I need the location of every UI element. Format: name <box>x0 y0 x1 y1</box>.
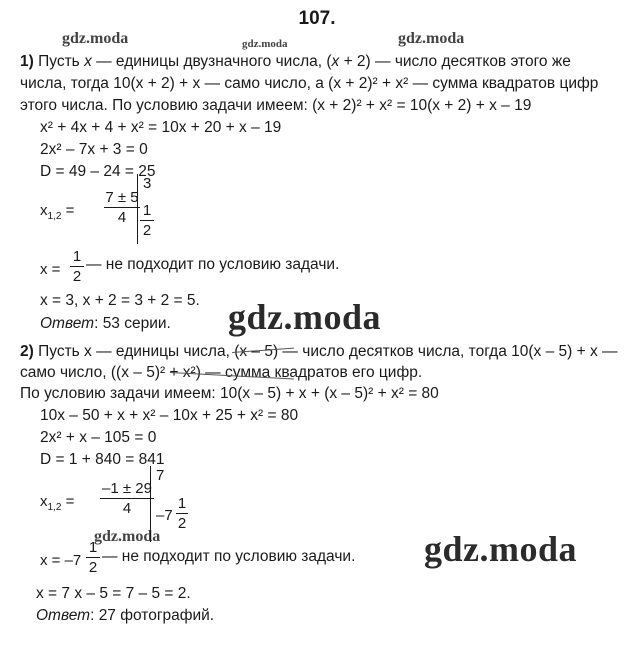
problem-number: 107. <box>298 8 336 29</box>
part1-line1: 1) Пусть x — единицы двузначного числа, (x + 2) — число десятков этого же <box>20 53 571 70</box>
part1-reject-text: — не подходит по условию задачи. <box>86 256 340 273</box>
part2-reject-lhs: x = –7 <box>40 552 82 569</box>
part1-line2: числа, тогда 10(x + 2) + x — само число, а (x + 2)² + x² — сумма квадратов цифр <box>20 75 599 92</box>
part1-line3: этого числа. По условию задачи имеем: (x + 2)² + x² = 10(x + 2) + x – 19 <box>20 97 532 114</box>
watermark: gdz.moda <box>398 30 465 47</box>
watermark: gdz.moda <box>228 297 382 337</box>
part2-root1: 7 <box>156 467 165 484</box>
watermark: gdz.moda <box>94 528 161 545</box>
part2-equation1: 10x – 50 + x + x² – 10x + 25 + x² = 80 <box>40 407 299 424</box>
part1-equation1: x² + 4x + 4 + x² = 10x + 20 + x – 19 <box>40 119 282 136</box>
part2-reject-text: — не подходит по условию задачи. <box>102 548 356 565</box>
part2-reject-fraction: 1 2 <box>86 540 100 575</box>
part1-roots-fraction: 7 ± 5 4 <box>105 189 139 226</box>
part1-roots-lhs: $x_{1,2}$ = <box>40 202 75 222</box>
watermark: gdz.moda <box>62 30 129 47</box>
part2-line3: По условию задачи имеем: 10(x – 5) + x + (x – 5)² + x² = 80 <box>20 385 439 402</box>
part1-root1: 3 <box>143 175 152 192</box>
part2-discriminant: D = 1 + 840 = 841 <box>40 451 165 468</box>
part2-result: x = 7 x – 5 = 7 – 5 = 2. <box>36 585 191 602</box>
watermark: gdz.moda <box>424 529 578 569</box>
part2-root2: 1 2 <box>177 495 187 532</box>
part1-reject-lhs: x = <box>40 261 61 278</box>
part1-answer: Ответ: 53 серии. <box>40 315 171 332</box>
watermark: gdz.moda <box>242 38 288 50</box>
part1-root2: 1 2 <box>140 203 154 238</box>
part1-equation2: 2x² – 7x + 3 = 0 <box>40 141 148 158</box>
part2-roots-bracket <box>150 466 151 542</box>
part2-equation2: 2x² + x – 105 = 0 <box>40 429 157 446</box>
part1-roots-bracket <box>137 174 138 244</box>
part2-roots-fraction: –1 ± 29 4 <box>100 481 154 516</box>
part2-answer: Ответ: 27 фотографий. <box>36 607 215 624</box>
part2-line2: само число, ((x – 5)² + x²) — сумма квадратов его цифр. <box>20 364 423 381</box>
part2-line1: 2) Пусть x — единицы числа, (x – 5) — число десятков числа, тогда 10(x – 5) + x — <box>20 343 618 360</box>
part1-reject-fraction: 1 2 <box>70 249 84 284</box>
part1-discriminant: D = 49 – 24 = 25 <box>40 163 156 180</box>
part2-root2-whole: –7 <box>156 507 173 524</box>
part1-result: x = 3, x + 2 = 3 + 2 = 5. <box>40 292 200 309</box>
part2-roots-lhs: $x_{1,2}$ = <box>40 493 75 513</box>
